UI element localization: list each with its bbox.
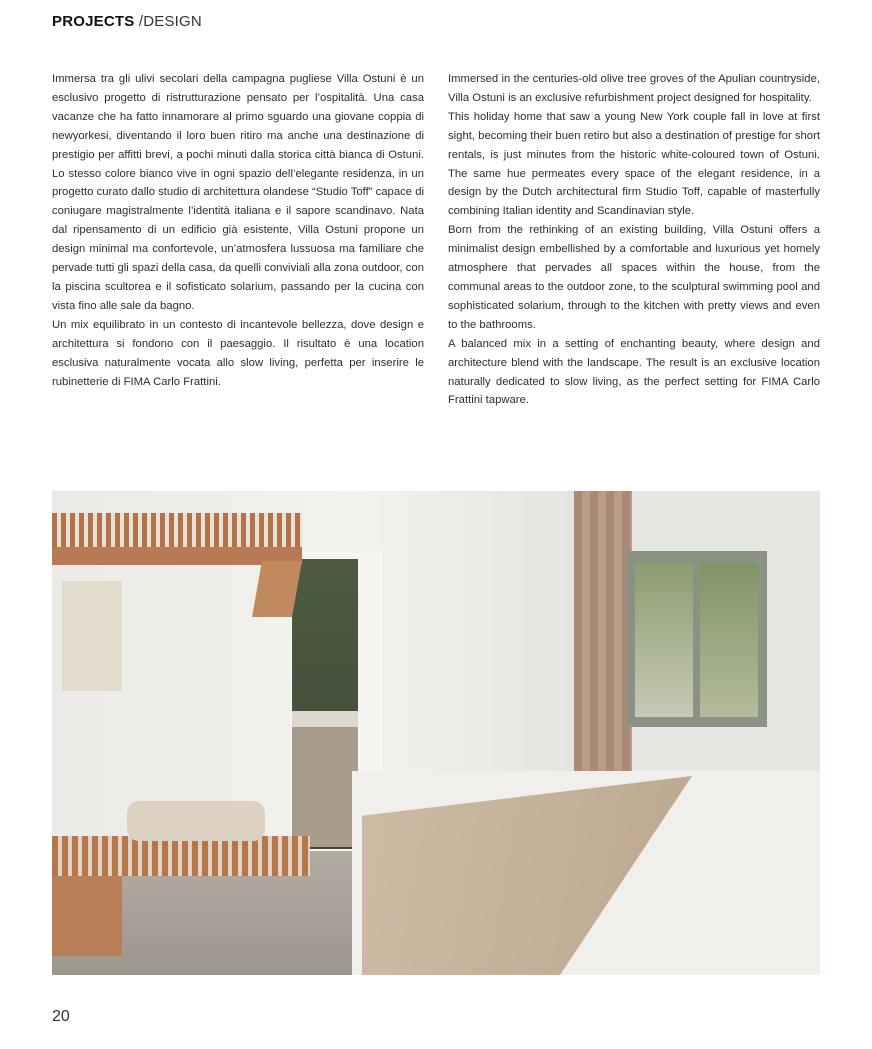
section-title: PROJECTS xyxy=(52,13,135,30)
paragraph: Immersa tra gli ulivi secolari della campagna pugliese Villa Ostuni è un esclusivo progetto di ristrutturazione pensato per l’ospitalità. Una casa vacanze che ha fatto innamorare al primo sguardo una giovane coppia di newyorkesi, diventando il loro buen ritiro ma anche una destinazione di prestigio per affitti brevi, a pochi minuti dalla storica città bianca di Ostuni. Lo stesso colore bianco vive in ogni spazio dell’elegante residenza, in un progetto curato dallo studio di architettura olandese “Studio Toff” capace di coniugare magistralmente l’identità italiana e il sapore scandinavo. Nata dal ripensamento di un edificio già esistente, Villa Ostuni propone un design minimal ma confortevole, un’atmosfera lussuosa ma familiare che pervade tutti gli spazi della casa, da quelli conviviali alla zona outdoor, con la piscina scultorea e il sofisticato solarium, passando per la cucina con vista fino alle sale da bagno. xyxy=(52,73,424,312)
paragraph: A balanced mix in a setting of enchanting beauty, where design and architecture blend with the landscape. The result is an exclusive location naturally dedicated to slow living, as the perfect setting for FIMA Carlo Frattini tapware. xyxy=(448,337,820,407)
paragraph: This holiday home that saw a young New York couple fall in love at first sight, becoming their buen retiro but also a destination of prestige for short rentals, is just minutes from the historic white-coloured town of Ostuni. The same hue permeates every space of the elegant residence, in a design by the Dutch architectural firm Studio Toff, capable of masterfully combining Italian identity and Scandinavian style. xyxy=(448,110,820,218)
english-text-column xyxy=(448,70,820,410)
italian-text-column xyxy=(52,70,424,391)
section-subtitle: /DESIGN xyxy=(138,13,202,30)
paragraph: Un mix equilibrato in un contesto di incantevole bellezza, dove design e architettura si fondono con il paesaggio. Il risultato è una location esclusiva naturalmente vocata allo slow living, perfetta per inserire le rubinetterie di FIMA Carlo Frattini. xyxy=(52,318,424,388)
paragraph: Immersed in the centuries-old olive tree groves of the Apulian countryside, Villa Ostuni is an exclusive refurbishment project designed for hospitality. xyxy=(448,73,820,104)
paragraph: Born from the rethinking of an existing building, Villa Ostuni offers a minimalist design embellished by a comfortable and luxurious yet homely atmosphere that pervades all spaces within the house, from the communal areas to the outdoor zone, to the sculptural swimming pool and sophisticated solarium, through to the kitchen with pretty views and even to the bathrooms. xyxy=(448,224,820,331)
bedroom-photo xyxy=(52,491,820,975)
page-number: 20 xyxy=(52,1008,70,1025)
section-header xyxy=(52,13,202,30)
